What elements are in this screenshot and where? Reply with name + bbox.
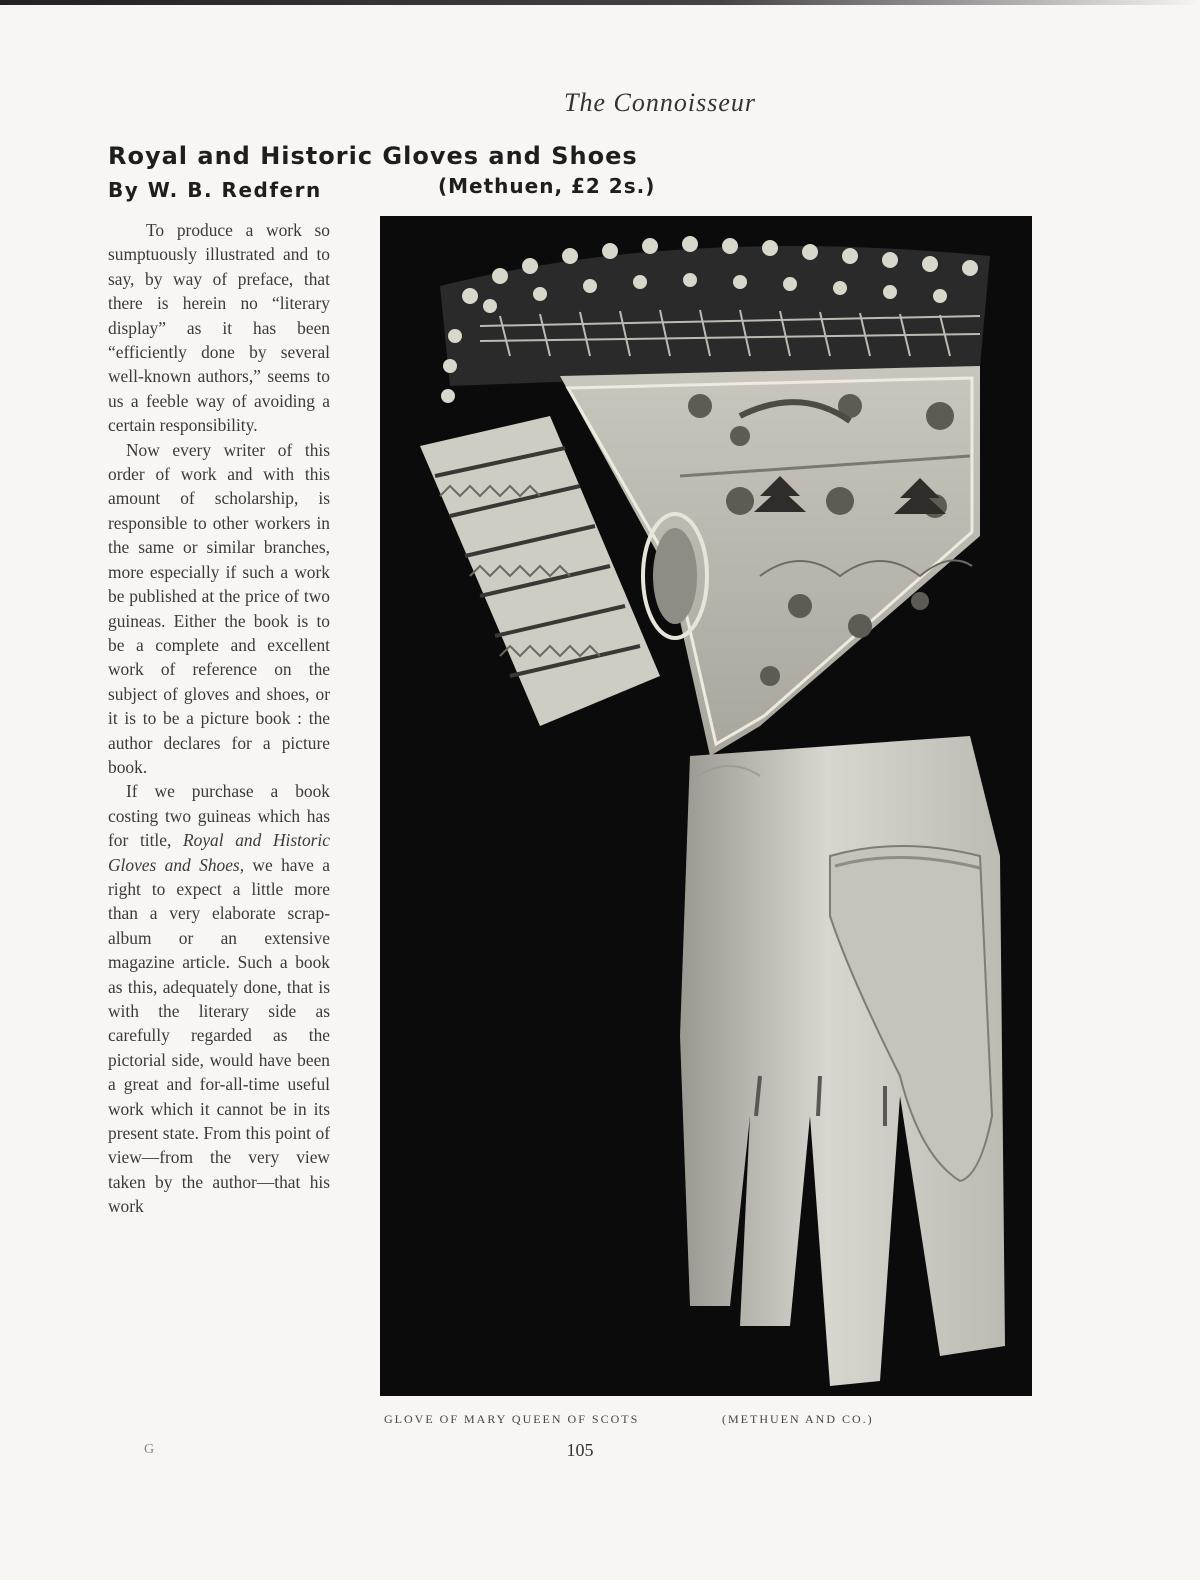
signature-mark: G bbox=[144, 1442, 155, 1457]
photo-caption: GLOVE OF MARY QUEEN OF SCOTS bbox=[384, 1412, 640, 1426]
publisher-price: (Methuen, £2 2s.) bbox=[438, 174, 656, 198]
top-edge-rule bbox=[0, 0, 1200, 5]
glove-photograph bbox=[380, 216, 1032, 1396]
book-title-italic: Royal and Historic Gloves and Shoes, bbox=[108, 830, 330, 875]
paragraph-3-end: we have a right to expect a little more than a very elaborate scrap-album or an extensive magazine article. Such a book as this, adequately done, that is with the literary side as carefully regarded as the pictorial side, would have been a great and for-all-time useful work which it cannot be in its present state. From this point of view—from the very view taken by the author—that his work bbox=[108, 854, 330, 1217]
page-number: 105 bbox=[566, 1440, 594, 1460]
paragraph-2: Now every writer of this order of work and with this amount of scholarship, is responsible to other workers in the same or similar branches, more especially if such a work be published at the price of two guineas. Either the book is to be a complete and excellent work of reference on the subject of gloves and shoes, or it is to be a picture book : the author declares for a picture book. bbox=[108, 439, 330, 777]
article-title: Royal and Historic Gloves and Shoes bbox=[108, 142, 638, 170]
paragraph-1: To produce a work so sumptuously illustrated and to say, by way of preface, that there is herein no “literary display” as it has been “efficiently done by several well-known authors,” seems to us a feeble way of avoiding a certain responsibility. bbox=[108, 220, 330, 436]
glove-illustration bbox=[380, 216, 1032, 1396]
photo-credit: (METHUEN AND CO.) bbox=[722, 1412, 874, 1426]
paragraph-3-start: If we purchase a book costing two guineas which has for title, bbox=[108, 781, 330, 851]
running-head: The Connoisseur bbox=[564, 88, 756, 117]
byline: By W. B. Redfern bbox=[108, 178, 322, 202]
body-text-column bbox=[108, 218, 330, 1219]
paragraph-3 bbox=[108, 779, 330, 1218]
